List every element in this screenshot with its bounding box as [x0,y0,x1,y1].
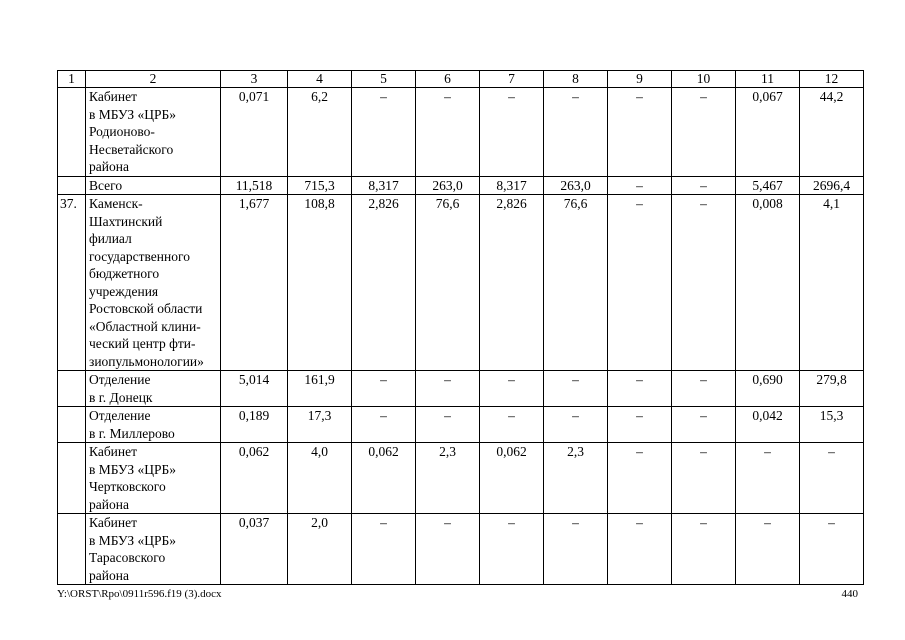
table-row [58,88,864,177]
value-cell: – [352,514,416,585]
row-number-cell: 37. [58,195,86,371]
value-cell: – [608,407,672,443]
value-cell: – [544,514,608,585]
value-cell: 5,467 [736,176,800,195]
value-cell: – [608,371,672,407]
value-cell: 0,062 [352,443,416,514]
value-cell: – [480,514,544,585]
row-number-cell [58,88,86,177]
value-cell: – [544,407,608,443]
table-row [58,407,864,443]
table-header-row [58,71,864,88]
value-cell: 76,6 [544,195,608,371]
column-header: 6 [416,71,480,88]
value-cell: – [416,407,480,443]
footer-file-path: Y:\ORST\Rpo\0911r596.f19 (3).docx [57,588,222,600]
value-cell: 263,0 [544,176,608,195]
value-cell: – [800,443,864,514]
value-cell: 11,518 [221,176,288,195]
column-header: 1 [58,71,86,88]
value-cell: 161,9 [288,371,352,407]
value-cell: 279,8 [800,371,864,407]
data-table [57,70,864,585]
value-cell: – [672,176,736,195]
row-number-cell [58,514,86,585]
column-header: 8 [544,71,608,88]
table-row [58,371,864,407]
table-row [58,443,864,514]
column-header: 7 [480,71,544,88]
value-cell: 0,037 [221,514,288,585]
value-cell: 15,3 [800,407,864,443]
column-header: 2 [86,71,221,88]
value-cell: – [672,88,736,177]
value-cell: – [736,443,800,514]
value-cell: 263,0 [416,176,480,195]
name-cell: Всего [86,176,221,195]
value-cell: – [352,371,416,407]
value-cell: – [416,88,480,177]
value-cell: 8,317 [480,176,544,195]
value-cell: 17,3 [288,407,352,443]
value-cell: 8,317 [352,176,416,195]
name-cell: Каменск- Шахтинский филиал государственного бюджетного учреждения Ростовской области «Областной клини- ческий центр фти- зиопульмонологии» [86,195,221,371]
value-cell: 2,3 [416,443,480,514]
value-cell: – [480,407,544,443]
value-cell: 0,062 [480,443,544,514]
table-row [58,176,864,195]
value-cell: 0,042 [736,407,800,443]
value-cell: – [416,514,480,585]
value-cell: – [672,407,736,443]
value-cell: – [608,176,672,195]
name-cell: Кабинет в МБУЗ «ЦРБ» Чертковского района [86,443,221,514]
value-cell: – [480,371,544,407]
value-cell: 2,826 [480,195,544,371]
column-header: 3 [221,71,288,88]
value-cell: 108,8 [288,195,352,371]
column-header: 12 [800,71,864,88]
column-header: 10 [672,71,736,88]
value-cell: – [416,371,480,407]
value-cell: 1,677 [221,195,288,371]
value-cell: 0,067 [736,88,800,177]
row-number-cell [58,407,86,443]
value-cell: – [608,88,672,177]
value-cell: – [608,514,672,585]
name-cell: Кабинет в МБУЗ «ЦРБ» Родионово- Несветайского района [86,88,221,177]
value-cell: 0,062 [221,443,288,514]
value-cell: 0,690 [736,371,800,407]
value-cell: 5,014 [221,371,288,407]
value-cell: 2696,4 [800,176,864,195]
name-cell: Отделение в г. Миллерово [86,407,221,443]
value-cell: 0,189 [221,407,288,443]
value-cell: – [544,371,608,407]
value-cell: 2,0 [288,514,352,585]
value-cell: – [672,443,736,514]
value-cell: 4,1 [800,195,864,371]
name-cell: Кабинет в МБУЗ «ЦРБ» Тарасовского района [86,514,221,585]
value-cell: 44,2 [800,88,864,177]
row-number-cell [58,371,86,407]
value-cell: 76,6 [416,195,480,371]
value-cell: 2,826 [352,195,416,371]
value-cell: – [352,88,416,177]
column-header: 4 [288,71,352,88]
row-number-cell [58,176,86,195]
value-cell: 2,3 [544,443,608,514]
value-cell: 715,3 [288,176,352,195]
value-cell: – [672,195,736,371]
value-cell: – [608,443,672,514]
column-header: 9 [608,71,672,88]
value-cell: 6,2 [288,88,352,177]
column-header: 11 [736,71,800,88]
value-cell: – [672,371,736,407]
value-cell: – [800,514,864,585]
value-cell: – [544,88,608,177]
name-cell: Отделение в г. Донецк [86,371,221,407]
table-row [58,514,864,585]
value-cell: – [736,514,800,585]
value-cell: – [672,514,736,585]
footer-page-number: 440 [841,588,858,600]
value-cell: – [352,407,416,443]
row-number-cell [58,443,86,514]
value-cell: 4,0 [288,443,352,514]
value-cell: 0,008 [736,195,800,371]
column-header: 5 [352,71,416,88]
value-cell: – [608,195,672,371]
value-cell: 0,071 [221,88,288,177]
value-cell: – [480,88,544,177]
table-row [58,195,864,371]
